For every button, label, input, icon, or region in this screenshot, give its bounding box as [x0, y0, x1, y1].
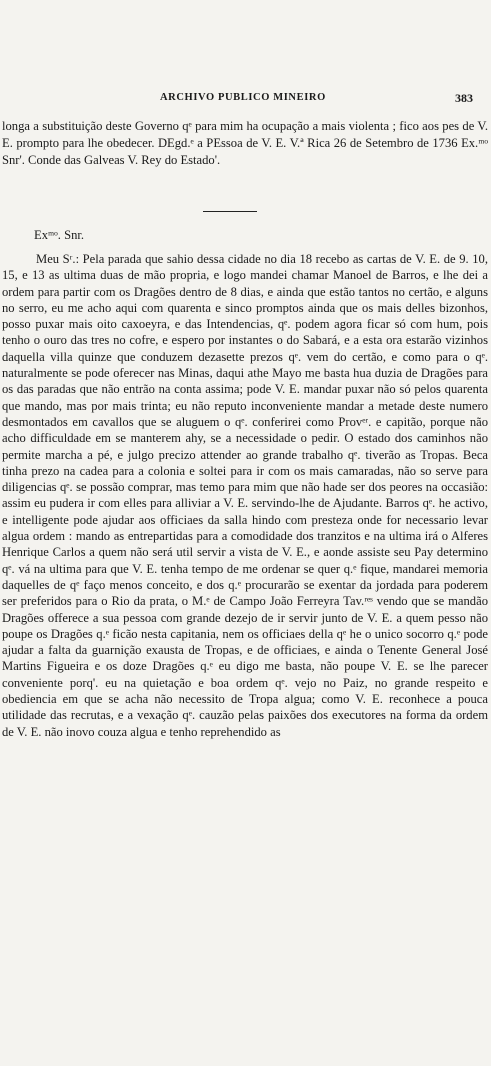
page-number: 383: [455, 91, 473, 105]
running-title: ARCHIVO PUBLICO MINEIRO: [160, 92, 326, 103]
paragraph: longa a substituição deste Governo qᵉ para mim ha ocupação a mais violenta ; fico aos pes de V. E. prompto para lhe obedecer. DEgd.ᵉ a PEssoa de V. E. V.ª Rica 26 de Setembro de 1736 Ex.ᵐᵒ Snr'. Conde das Galveas V. Rey do Estado'.: [2, 119, 488, 167]
previous-letter-ending: [2, 118, 488, 168]
salutation: Exᵐᵒ. Snr.: [34, 228, 85, 242]
paragraph: Meu Sʳ.: Pela parada que sahio dessa cidade no dia 18 recebo as cartas de V. E. de 9. 10, 15, e 13 as ultima duas de mão propria, e logo mandei chamar Manoel de Barros, e lhe dei a ordem para partir com os Dragões dentro de 8 dias, e ainda que estão tantos no certão, e alguns no serro, eu me acho aqui com quarenta e sinco promptos ainda que os mais delles bizonhos, posso puxar mais oito caxoeyra, e das Intendencias, qᵉ. podem agora ficar só com hum, pois tenho o ouro das tres no cofre, e espero por instantes o do Sabará, e a esta ora estarão vizinhos daquella villa quinze que conduzem dezasette prezos qᵉ. vem do certão, e como para o qᵉ. naturalmente se pode oferecer nas Minas, daqui athe Mayo me basta hua duzia de Dragões para os das paradas que não entrão na conta assima; pode V. E. mandar puxar não só pelos quarenta que mando, mas por mais trinta; eu não reputo inconveniente mandar a metade deste numero desmontados em cavallos que se aluguem o qᵉ. conferirei como Provᵉʳ. e capitão, porque não acho difficuldade em se manterem ahy, se a necessidade o pedir. O estado dos caminhos não permite marcha a pé, e julgo precizo attender ao grande trabalho qᵉ. tiverão as Tropas. Beca tinha prezo na cadea para a colonia e soltei para ir com os mais camaradas, não so serve para diligencias qᵉ. se possão comprar, mas temo para mim que não hade ser dos peores na occasião: assim eu pudera ir com elles para alliviar a V. E. servindo-lhe de Ajudante. Barros qᵉ. he activo, e intelligente pode ajudar aos officiaes da salla hindo com presteza onde for necessario levar algua ordem : mando as entrepartidas para a comodidade dos tranzitos e na ultima irá o Alferes Henrique Carlos a quem não será util servir a vista de V. E., e aonde assiste seu Pay determino qᵉ. vá na ultima para que V. E. tenha tempo de me ordenar se quer q.ᵉ fique, mandarei memoria daquelles de qᵉ faço menos conceito, e dos q.ᵉ procurarão se exentar da jordada para poderem ser preferidos para o Rio da prata, o M.ᵉ de Campo João Ferreyra Tav.ʳᵉˢ vendo que se mandão Dragões offerece a sua pessoa com grande dezejo de ir servir junto de V. E. a quem pesso não poupe os Dragões q.ᵉ ficão nesta capitania, nem os officiaes della qᵉ he o unico socorro q.ᵉ pode ajudar a falta da guarnição exausta de Tropas, e de officiaes, e ainda o Tenente General José Martins Figueira e os doze Dragões q.ᵉ eu digo me basta, não poupe V. E. se lhe parecer conveniente porq'. eu na quietação e boa ordem qᵉ. vejo no Paiz, no grande respeito e obediencia em que se acha não necessito de Tropa algua; como V. E. reconhece a pouca utilidade das recrutas, e a vexação qᵉ. cauzão pelas paixões dos executores na forma da ordem de V. E. não inovo couza algua e tenho reprehendido as: [2, 252, 488, 739]
page-header: [0, 92, 491, 108]
section-divider: [203, 211, 257, 212]
letter-body: [2, 251, 488, 740]
